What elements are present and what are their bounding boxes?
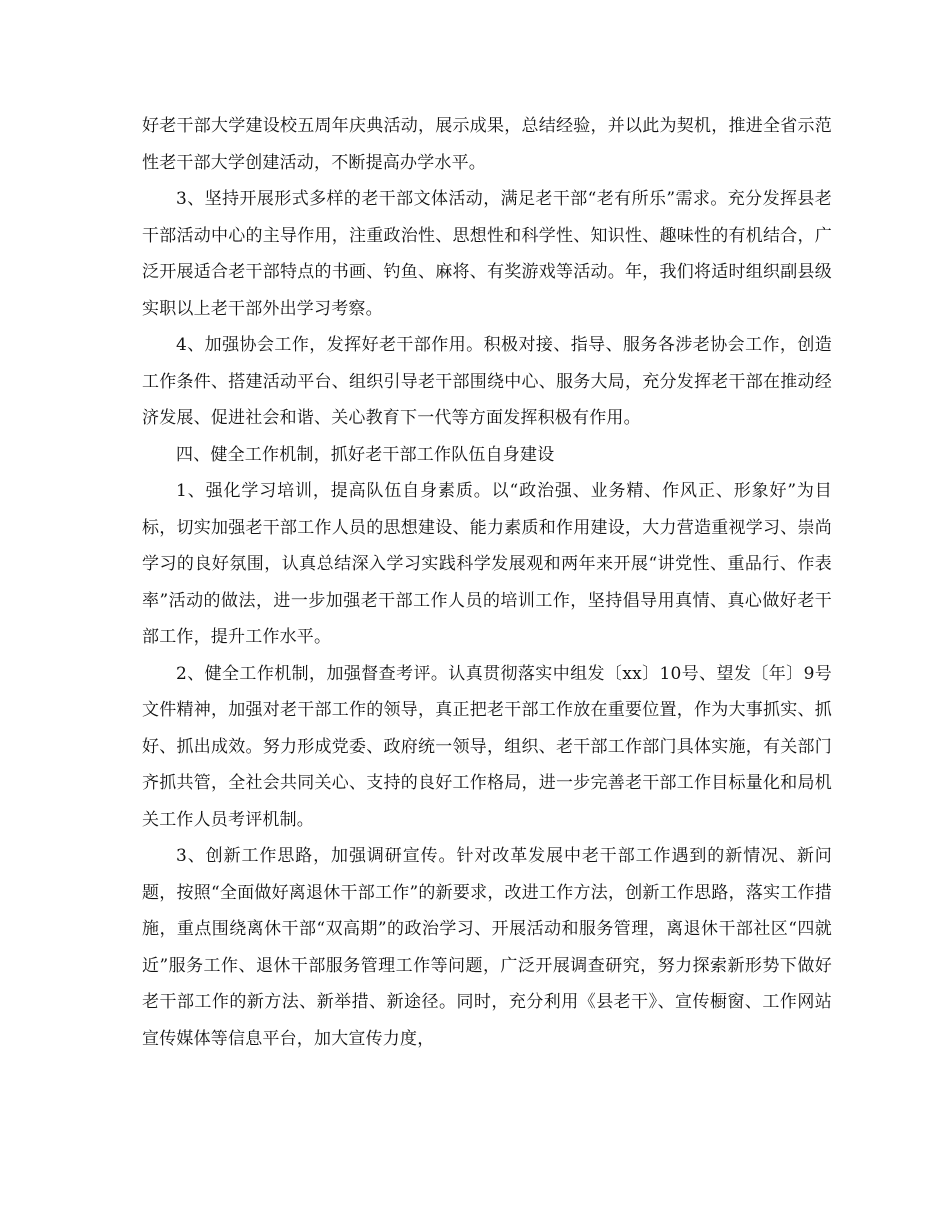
paragraph-1: 好老干部大学建设校五周年庆典活动，展示成果，总结经验，并以此为契机，推进全省示范性老干部大学创建活动，不断提高办学水平。: [142, 116, 832, 173]
paragraph-2: 3、坚持开展形式多样的老干部文体活动，满足老干部“老有所乐”需求。充分发挥县老干部活动中心的主导作用，注重政治性、思想性和科学性、知识性、趣味性的有机结合，广泛开展适合老干部特点的书画、钓鱼、麻将、有奖游戏等活动。年，我们将适时组织副县级实职以上老干部外出学习考察。: [142, 189, 832, 319]
paragraph-5: 2、健全工作机制，加强督查考评。认真贯彻落实中组发〔xx〕10号、望发〔年〕9号文件精神，加强对老干部工作的领导，真正把老干部工作放在重要位置，作为大事抓实、抓好、抓出成效。努力形成党委、政府统一领导，组织、老干部工作部门具体实施，有关部门齐抓共管，全社会共同关心、支持的良好工作格局，进一步完善老干部工作目标量化和局机关工作人员考评机制。: [142, 663, 832, 830]
section-heading: 四、健全工作机制，抓好老干部工作队伍自身建设: [176, 444, 555, 465]
paragraph-3: 4、加强协会工作，发挥好老干部作用。积极对接、指导、服务各涉老协会工作，创造工作条件、搭建活动平台、组织引导老干部围绕中心、服务大局，充分发挥老干部在推动经济发展、促进社会和谐、关心教育下一代等方面发挥积极有作用。: [142, 335, 832, 428]
document-body: [142, 108, 832, 1057]
paragraph-4: 1、强化学习培训，提高队伍自身素质。以“政治强、业务精、作风正、形象好”为目标，切实加强老干部工作人员的思想建设、能力素质和作用建设，大力营造重视学习、崇尚学习的良好氛围，认真总结深入学习实践科学发展观和两年来开展“讲党性、重品行、作表率”活动的做法，进一步加强老干部工作人员的培训工作，坚持倡导用真情、真心做好老干部工作，提升工作水平。: [142, 481, 832, 647]
paragraph-6: 3、创新工作思路，加强调研宣传。针对改革发展中老干部工作遇到的新情况、新问题，按照“全面做好离退休干部工作”的新要求，改进工作方法，创新工作思路，落实工作措施，重点围绕离休干部“双高期”的政治学习、开展活动和服务管理，离退休干部社区“四就近”服务工作、退休干部服务管理工作等问题，广泛开展调查研究，努力探索新形势下做好老干部工作的新方法、新举措、新途径。同时，充分利用《县老干》、宣传橱窗、工作网站宣传媒体等信息平台，加大宣传力度，: [142, 846, 832, 1049]
